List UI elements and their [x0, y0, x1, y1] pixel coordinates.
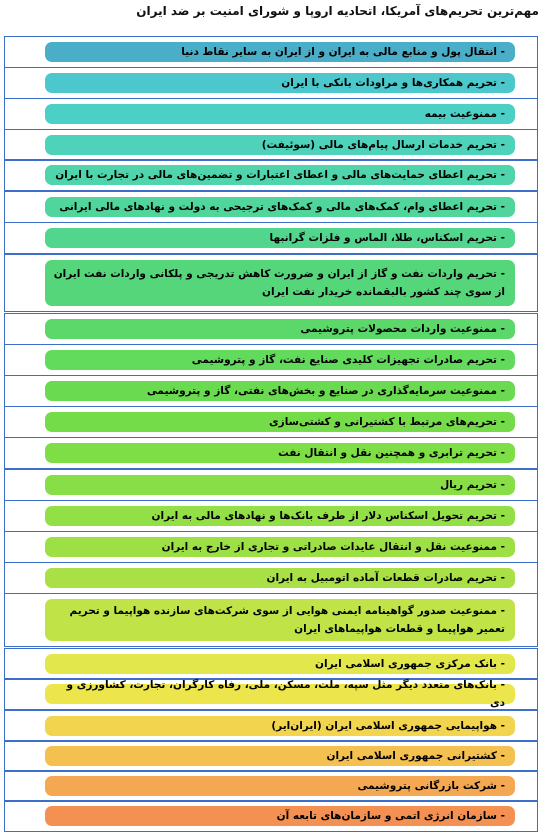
- item-label: - سازمان انرژی اتمی و سازمان‌های تابعه آن: [276, 809, 505, 822]
- list-item: [4, 437, 538, 469]
- item-bar: [45, 412, 515, 432]
- item-bar: [45, 716, 515, 736]
- item-bar: [45, 42, 515, 62]
- item-label: - تحریم ریال: [440, 478, 505, 491]
- list-item: [4, 469, 538, 501]
- list-item: [4, 531, 538, 563]
- item-bar: [45, 135, 515, 155]
- item-bar: [45, 228, 515, 248]
- item-label: - تحریم تحویل اسکناس دلار از طرف بانک‌ها و نهادهای مالی به ایران: [151, 509, 505, 522]
- list-item: [4, 770, 538, 802]
- item-bar: [45, 260, 515, 306]
- item-label: - بانک مرکزی جمهوری اسلامی ایران: [315, 657, 505, 670]
- item-label: - ممنوعیت واردات محصولات پتروشیمی: [300, 322, 505, 335]
- list-item: [4, 740, 538, 772]
- item-bar: [45, 350, 515, 370]
- item-bar: [45, 506, 515, 526]
- list-item: [4, 313, 538, 345]
- item-bar: [45, 319, 515, 339]
- list-item: [4, 254, 538, 312]
- list-item: [4, 36, 538, 68]
- list-item: [4, 67, 538, 99]
- list-item: [4, 678, 538, 710]
- list-item: [4, 98, 538, 130]
- item-bar: [45, 197, 515, 217]
- item-label: - شرکت بازرگانی پتروشیمی: [357, 779, 505, 792]
- item-label: - ممنوعیت سرمایه‌گذاری در صنایع و بخش‌های نفتی، گاز و پتروشیمی: [146, 384, 505, 397]
- item-bar: [45, 443, 515, 463]
- list-item: [4, 375, 538, 407]
- item-bar: [45, 475, 515, 495]
- item-label: - تحریم ترابری و همچنین نقل و انتقال نفت: [278, 446, 505, 459]
- list-item: [4, 593, 538, 647]
- item-label: - ممنوعیت صدور گواهینامه ایمنی هوایی از سوی شرکت‌های سازنده هواپیما و تحریم تعمیر هواپیما و قطعات هواپیماهای ایران: [69, 604, 505, 635]
- list-item: [4, 562, 538, 594]
- item-label: - ممنوعیت نقل و انتقال عایدات صادراتی و تجاری از خارج به ایران: [161, 540, 505, 553]
- diagram-title: مهم‌ترین تحریم‌های آمریکا، اتحادیه اروپا و شورای امنیت بر ضد ایران: [136, 4, 539, 18]
- item-bar: [45, 776, 515, 796]
- item-bar: [45, 381, 515, 401]
- item-bar: [45, 746, 515, 766]
- item-bar: [45, 537, 515, 557]
- list-item: [4, 710, 538, 742]
- item-label: - تحریم اسکناس، طلا، الماس و فلزات گرانبها: [269, 231, 505, 244]
- item-label: - انتقال پول و منابع مالی به ایران و از ایران به سایر نقاط دنیا: [181, 45, 505, 58]
- item-label: - تحریم صادرات تجهیزات کلیدی صنایع نفت، گاز و پتروشیمی: [191, 353, 505, 366]
- list-item: [4, 129, 538, 161]
- item-label: - کشتیرانی جمهوری اسلامی ایران: [326, 749, 505, 762]
- item-label: - تحریم واردات نفت و گاز از ایران و ضرورت کاهش تدریجی و پلکانی واردات نفت ایران از سوی چند کشور بالبقمانده خریدار نفت ایران: [53, 267, 505, 298]
- list-item: [4, 222, 538, 254]
- item-label: - تحریم همکاری‌ها و مراودات بانکی با ایران: [281, 76, 505, 89]
- item-label: - تحریم اعطای حمایت‌های مالی و اعطای اعتبارات و تضمین‌های مالی در تجارت با ایران: [55, 168, 505, 181]
- item-bar: [45, 806, 515, 826]
- list-item: [4, 344, 538, 376]
- item-label: - هواپیمایی جمهوری اسلامی ایران (ایران‌ایر): [271, 719, 505, 732]
- list-item: [4, 500, 538, 532]
- item-bar: [45, 654, 515, 674]
- item-bar: [45, 599, 515, 641]
- item-label: - تحریم‌های مرتبط با کشتیرانی و کشتی‌سازی: [269, 415, 505, 428]
- item-label: - تحریم صادرات قطعات آماده اتومبیل به ایران: [266, 571, 505, 584]
- item-bar: [45, 165, 515, 185]
- item-label: - بانک‌های متعدد دیگر مثل سپه، ملت، مسکن، ملی، رفاه کارگران، تجارت، کشاورزی و دی: [66, 678, 505, 709]
- list-item: [4, 406, 538, 438]
- list-item: [4, 191, 538, 223]
- item-bar: [45, 104, 515, 124]
- item-bar: [45, 678, 515, 709]
- item-label: - ممنوعیت بیمه: [424, 107, 505, 120]
- item-bar: [45, 73, 515, 93]
- list-item: [4, 159, 538, 191]
- item-label: - تحریم اعطای وام، کمک‌های مالی و کمک‌های ترجیحی به دولت و نهادهای مالی ایرانی: [59, 200, 505, 213]
- list-item: [4, 800, 538, 832]
- item-bar: [45, 568, 515, 588]
- item-label: - تحریم خدمات ارسال پیام‌های مالی (سوئیفت): [261, 138, 505, 151]
